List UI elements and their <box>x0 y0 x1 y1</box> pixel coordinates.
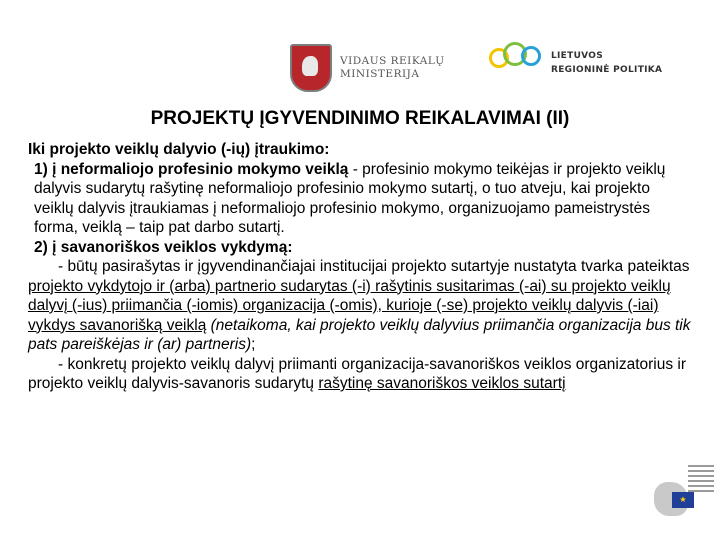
document-body <box>28 140 693 394</box>
vrm-line1: VIDAUS REIKALŲ <box>340 55 445 67</box>
lrp-logo-text <box>551 49 662 77</box>
header-logos <box>290 38 720 108</box>
lrp-logo <box>485 38 662 88</box>
item-1-text: - profesinio mokymo teikėjas ir projekto veiklų dalyvis sudarytų rašytinę neformaliojo profesinio mokymo sutartį, o tuo atveju, kai projekto veiklų dalyvis įtraukiamas į neformaliojo profesinio mokymo, organizuojamo pameistrystės forma, veiklą – taip pat darbo sutartį. <box>34 160 666 236</box>
item-1 <box>28 160 693 238</box>
vrm-logo-text <box>340 55 445 81</box>
page-title: PROJEKTŲ ĮGYVENDINIMO REIKALAVIMAI (II) <box>150 108 570 129</box>
item-2-label: 2) į savanoriškos veiklos vykdymą: <box>34 238 293 256</box>
item-2b <box>28 355 693 394</box>
eu-flag-icon: ★ <box>672 492 694 508</box>
item-2b-underlined: rašytinę savanoriškos veiklos sutartį <box>318 375 566 392</box>
eu-funding-badge <box>654 462 714 520</box>
item-2a <box>28 257 693 355</box>
vrm-line2: MINISTERIJA <box>340 68 420 80</box>
item-2a-italic: (netaikoma, kai projekto veiklų dalyvius priimančia organizacija bus tik pats pareiškėjas ir (ar) partneris) <box>28 316 691 353</box>
intro-text: Iki projekto veiklų dalyvio (-ių) įtraukimo: <box>28 141 330 158</box>
badge-text-lines <box>688 462 714 495</box>
coat-of-arms-icon <box>290 44 332 92</box>
trees-icon <box>485 38 545 88</box>
item-2b-text: - konkretų projekto veiklų dalyvį priimanti organizacija-savanoriškos veiklos organizatorius ir projekto veiklų dalyvis-savanoris sudarytų <box>28 355 687 392</box>
vrm-logo <box>290 44 445 92</box>
item-2a-end: ; <box>251 336 256 353</box>
lrp-line2: REGIONINĖ POLITIKA <box>551 65 663 75</box>
item-1-label: 1) į neformaliojo profesinio mokymo veiklą <box>34 160 349 178</box>
lrp-line1: LIETUVOS <box>551 51 604 61</box>
item-2a-underlined: projekto vykdytojo ir (arba) partnerio sudarytas (-i) rašytinis susitarimas (-ai) su projekto veiklų dalyvį (-ius) priimančia (-iomis) organizacija (-omis), kurioje (-se) projekto veiklų dalyvis (-iai) vykdys savanorišką veiklą <box>28 277 671 334</box>
item-2a-text: - būtų pasirašytas ir įgyvendinančiajai institucijai projekto sutartyje nustatyta tvarka pateiktas <box>58 258 690 275</box>
